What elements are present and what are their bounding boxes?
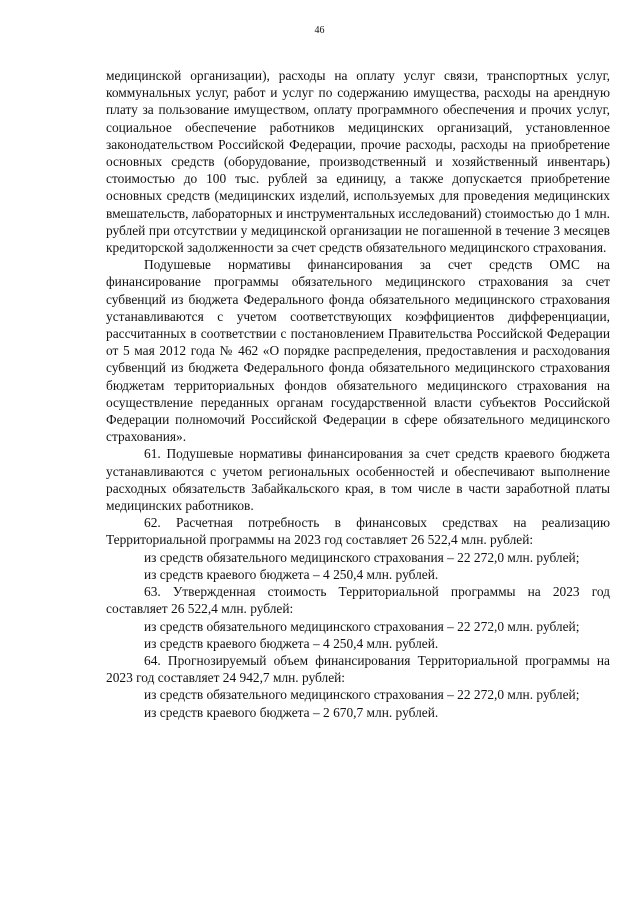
paragraph-64-oms: из средств обязательного медицинского страхования – 22 272,0 млн. рублей; [144, 687, 580, 703]
paragraph-expenses-continuation: медицинской организации), расходы на оплату услуг связи, транспортных услуг, коммунальных услуг, работ и услуг по содержанию имущества, расходы на арендную плату за пользование имуществом, оплату программного обеспечения и прочих услуг, социальное обеспечение работников медицинских организаций, установленное законодательством Российской Федерации, прочие расходы, расходы на приобретение основных средств (оборудование, производственный и хозяйственный инвентарь) стоимостью до 100 тыс. рублей за единицу, а также допускается приобретение основных средств (медицинских изделий, используемых для проведения медицинских вмешательств, лабораторных и инструментальных исследований) стоимостью до 1 млн. рублей при отсутствии у медицинской организации не погашенной в течение 3 месяцев кредиторской задолженности за счет средств обязательного медицинского страхования. [106, 68, 610, 256]
page-number: 46 [314, 25, 325, 36]
paragraph-63-oms: из средств обязательного медицинского страхования – 22 272,0 млн. рублей; [144, 618, 580, 634]
document-body [106, 67, 610, 721]
paragraph-64: 64. Прогнозируемый объем финансирования Территориальной программы на 2023 год составляет 24 942,7 млн. рублей: [106, 652, 610, 686]
paragraph-61: 61. Подушевые нормативы финансирования за счет средств краевого бюджета устанавливаются с учетом региональных особенностей и обеспечивают выполнение расходных обязательств Забайкальского края, в том числе в части заработной платы медицинских работников. [106, 446, 610, 514]
paragraph-per-capita-oms: Подушевые нормативы финансирования за счет средств ОМС на финансирование программы обязательного медицинского страхования за счет субвенций из бюджета Федерального фонда обязательного медицинского страхования устанавливаются с учетом соответствующих коэффициентов дифференциации, рассчитанных в соответствии с постановлением Правительства Российской Федерации от 5 мая 2012 года № 462 «О порядке распределения, предоставления и расходования субвенций из бюджета Федерального фонда обязательного медицинского страхования бюджетам территориальных фондов обязательного медицинского страхования на осуществление переданных органам государственной власти субъектов Российской Федерации полномочий Российской Федерации в сфере обязательного медицинского страхования». [106, 257, 610, 445]
paragraph-62-regional: из средств краевого бюджета – 4 250,4 млн. рублей. [144, 566, 439, 582]
paragraph-62-oms: из средств обязательного медицинского страхования – 22 272,0 млн. рублей; [144, 549, 580, 565]
paragraph-62: 62. Расчетная потребность в финансовых средствах на реализацию Территориальной программы на 2023 год составляет 26 522,4 млн. рублей: [106, 515, 610, 548]
paragraph-64-regional: из средств краевого бюджета – 2 670,7 млн. рублей. [144, 704, 439, 720]
paragraph-63: 63. Утвержденная стоимость Территориальной программы на 2023 год составляет 26 522,4 млн. рублей: [106, 584, 610, 617]
paragraph-63-regional: из средств краевого бюджета – 4 250,4 млн. рублей. [144, 635, 439, 651]
